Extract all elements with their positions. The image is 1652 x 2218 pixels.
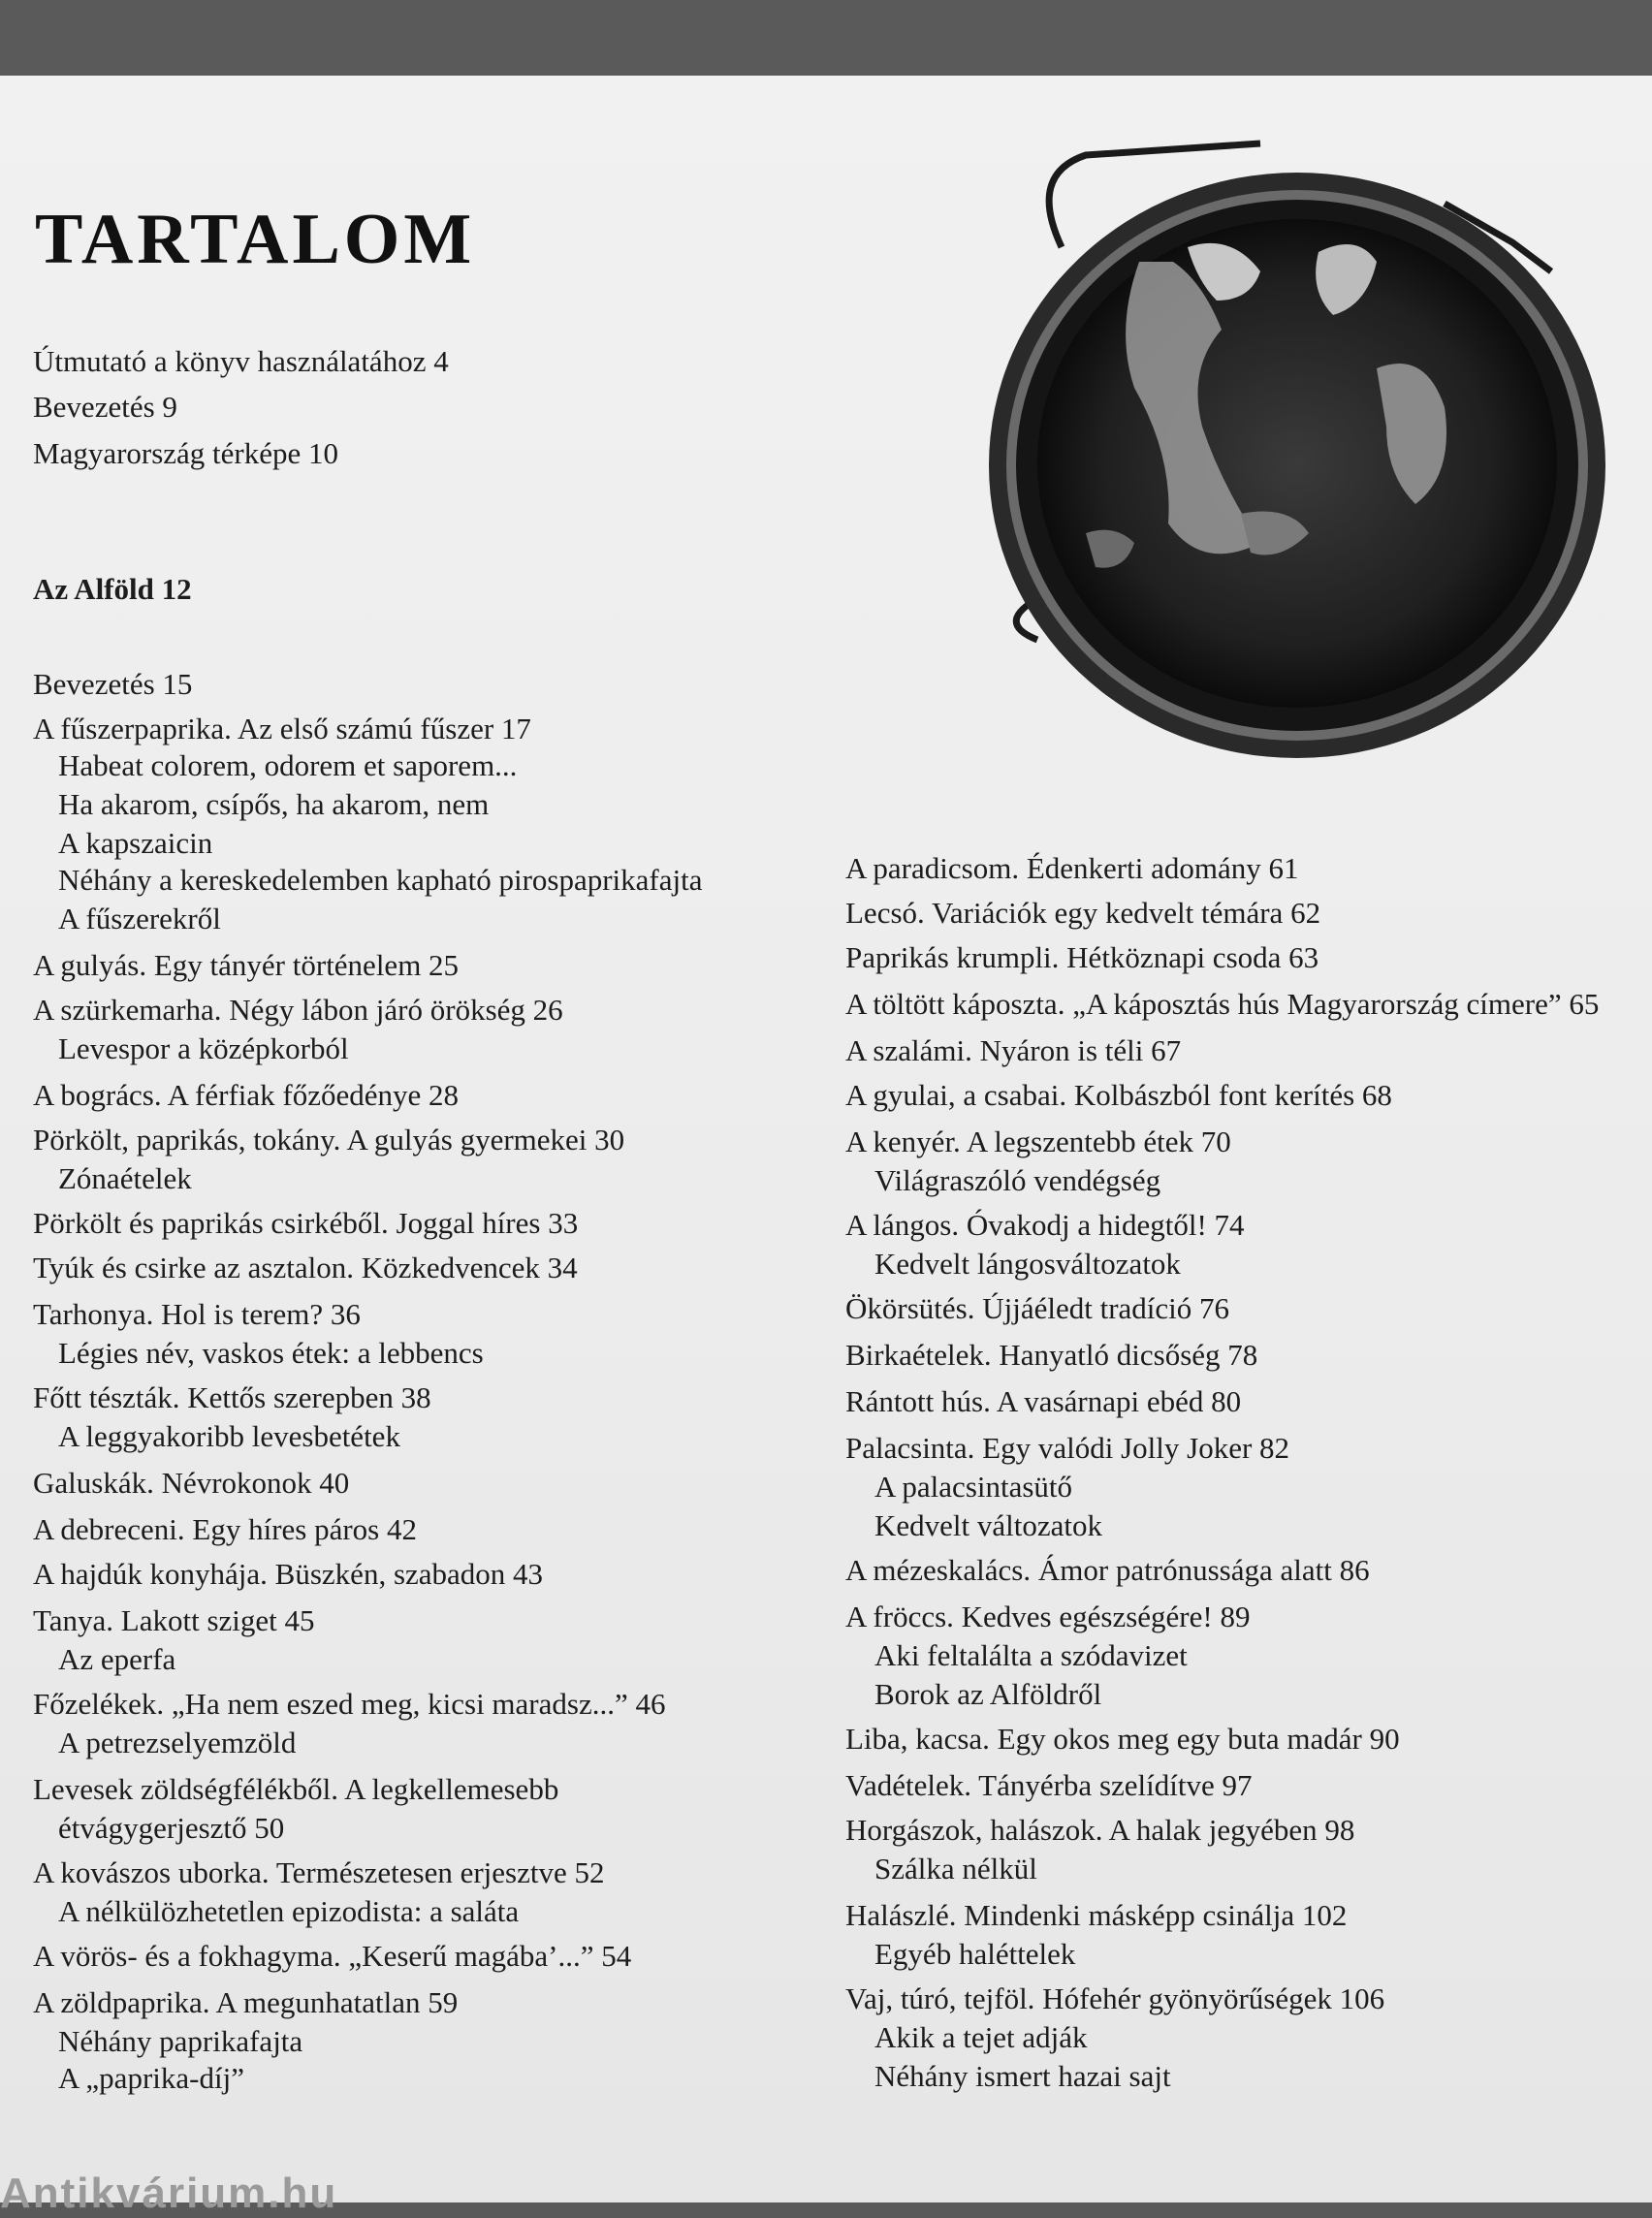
toc-entry: A kenyér. A legszentebb étek 70	[845, 1125, 1231, 1158]
toc-entry: A zöldpaprika. A megunhatatlan 59	[33, 1985, 459, 2019]
toc-entry: Levesek zöldségfélékből. A legkellemesebb	[33, 1772, 559, 1806]
toc-entry: Ha akarom, csípős, ha akarom, nem	[58, 787, 490, 821]
toc-entry: Rántott hús. A vasárnapi ebéd 80	[845, 1384, 1242, 1418]
toc-entry: A petrezselyemzöld	[58, 1726, 297, 1759]
toc-entry: Kedvelt lángosváltozatok	[874, 1247, 1181, 1281]
toc-entry: A paradicsom. Édenkerti adomány 61	[845, 851, 1299, 885]
toc-entry: Pörkölt és paprikás csirkéből. Joggal híres 33	[33, 1206, 579, 1240]
toc-entry: Birkaételek. Hanyatló dicsőség 78	[845, 1338, 1258, 1372]
toc-entry: Főtt tészták. Kettős szerepben 38	[33, 1380, 431, 1414]
toc-entry: A leggyakoribb levesbetétek	[58, 1419, 400, 1453]
toc-entry: Akik a tejet adják	[874, 2020, 1088, 2054]
toc-entry: A gulyás. Egy tányér történelem 25	[33, 948, 460, 982]
toc-entry: Az eperfa	[58, 1642, 176, 1676]
toc-entry: Liba, kacsa. Egy okos meg egy buta madár 90	[845, 1722, 1400, 1756]
toc-entry: Lecsó. Variációk egy kedvelt témára 62	[845, 896, 1321, 930]
toc-entry: A töltött káposzta. „A káposztás hús Magyarország címere” 65	[845, 987, 1600, 1021]
toc-entry: A hajdúk konyhája. Büszkén, szabadon 43	[33, 1557, 544, 1591]
toc-entry: A vörös- és a fokhagyma. „Keserű magába’...” 54	[33, 1939, 632, 1973]
toc-entry: Néhány ismert hazai sajt	[874, 2059, 1171, 2093]
toc-entry: A szürkemarha. Négy lábon járó örökség 26	[33, 993, 563, 1027]
toc-entry: A lángos. Óvakodj a hidegtől! 74	[845, 1208, 1245, 1242]
toc-entry: Zónaételek	[58, 1161, 192, 1195]
toc-entry: Az Alföld 12	[33, 572, 192, 606]
toc-entry: Vadételek. Tányérba szelídítve 97	[845, 1768, 1253, 1802]
toc-entry: Egyéb haléttelek	[874, 1937, 1076, 1971]
toc-entry: A fűszerpaprika. Az első számú fűszer 17	[33, 712, 531, 745]
toc-entry: étvágygerjesztő 50	[58, 1811, 285, 1845]
toc-entry: Bevezetés 15	[33, 667, 193, 701]
toc-entry: Tarhonya. Hol is terem? 36	[33, 1297, 361, 1331]
toc-entry: Szálka nélkül	[874, 1852, 1037, 1885]
toc-entry: Világraszóló vendégség	[874, 1163, 1161, 1197]
toc-entry: A palacsintasütő	[874, 1470, 1073, 1504]
toc-entry: A „paprika-díj”	[58, 2061, 244, 2095]
toc-entry: Borok az Alföldről	[874, 1677, 1102, 1711]
toc-entry: A kovászos uborka. Természetesen erjesztve 52	[33, 1855, 605, 1889]
toc-entry: Palacsinta. Egy valódi Jolly Joker 82	[845, 1431, 1290, 1465]
toc-entry: A bogrács. A férfiak főzőedénye 28	[33, 1078, 460, 1112]
toc-entry: Paprikás krumpli. Hétköznapi csoda 63	[845, 940, 1319, 974]
toc-entry: Kedvelt változatok	[874, 1508, 1102, 1542]
toc-entry: Aki feltalálta a szódavizet	[874, 1638, 1188, 1672]
toc-entry: Horgászok, halászok. A halak jegyében 98	[845, 1813, 1355, 1847]
toc-entry: Légies név, vaskos étek: a lebbencs	[58, 1336, 484, 1370]
toc-entry: A fűszerekről	[58, 902, 221, 935]
watermark: Antikvárium.hu	[0, 2170, 338, 2217]
toc-entry: Főzelékek. „Ha nem eszed meg, kicsi maradsz...” 46	[33, 1687, 666, 1721]
toc-entry: Ökörsütés. Újjáéledt tradíció 76	[845, 1291, 1230, 1325]
toc-entry: A nélkülözhetetlen epizodista: a saláta	[58, 1894, 520, 1928]
toc-entry: Levespor a középkorból	[58, 1031, 349, 1065]
cauldron-photo	[969, 136, 1619, 776]
toc-entry: A fröccs. Kedves egészségére! 89	[845, 1600, 1251, 1633]
toc-entry: Tyúk és csirke az asztalon. Közkedvencek 34	[33, 1251, 578, 1284]
toc-entry: A mézeskalács. Ámor patrónussága alatt 86	[845, 1553, 1370, 1587]
toc-entry: Halászlé. Mindenki másképp csinálja 102	[845, 1898, 1348, 1932]
page-title: TARTALOM	[35, 200, 476, 279]
toc-entry: Pörkölt, paprikás, tokány. A gulyás gyermekei 30	[33, 1123, 625, 1157]
toc-entry: Magyarország térképe 10	[33, 436, 339, 470]
toc-entry: A kapszaicin	[58, 826, 213, 860]
toc-entry: Vaj, túró, tejföl. Hófehér gyönyörűségek 106	[845, 1981, 1385, 2015]
toc-entry: Habeat colorem, odorem et saporem...	[58, 748, 518, 782]
toc-entry: Útmutató a könyv használatához 4	[33, 344, 449, 378]
toc-entry: Néhány a kereskedelemben kapható pirospaprikafajta	[58, 863, 703, 897]
toc-entry: Néhány paprikafajta	[58, 2024, 303, 2058]
toc-entry: Tanya. Lakott sziget 45	[33, 1603, 315, 1637]
toc-entry: Galuskák. Névrokonok 40	[33, 1466, 350, 1500]
toc-entry: Bevezetés 9	[33, 390, 177, 424]
toc-entry: A szalámi. Nyáron is téli 67	[845, 1033, 1182, 1067]
toc-entry: A gyulai, a csabai. Kolbászból font kerítés 68	[845, 1078, 1392, 1112]
toc-entry: A debreceni. Egy híres páros 42	[33, 1512, 417, 1546]
